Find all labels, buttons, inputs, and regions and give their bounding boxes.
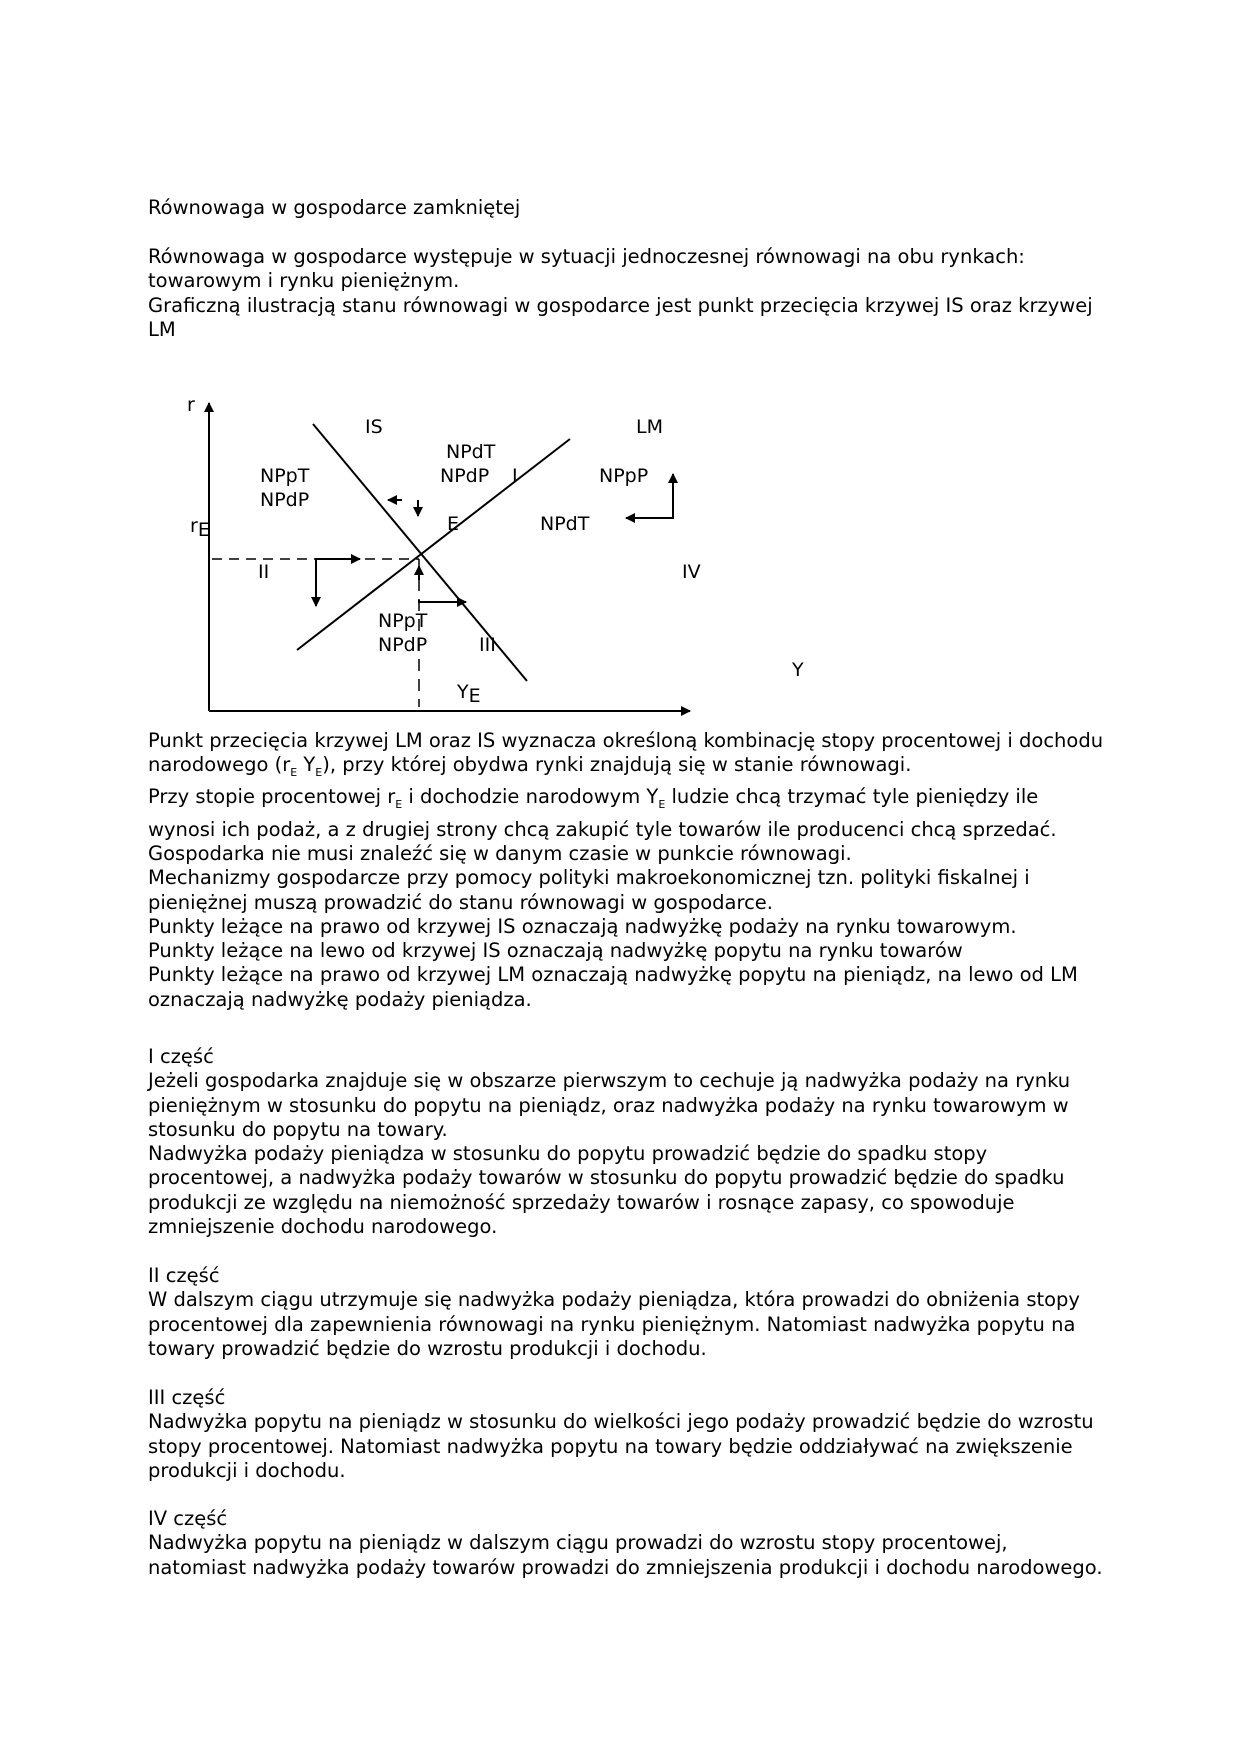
region-right-label-1: NPpP: [599, 465, 649, 487]
region-bottom-label-2: NPdP: [378, 634, 428, 656]
region-left-label-2: NPdP: [260, 489, 310, 511]
part-paragraph: W dalszym ciągu utrzymuje się nadwyżka podaży pieniądza, która prowadzi do obniżenia stopy procentowej dla zapewnienia równowagi na rynku pieniężnym. Natomiast nadwyżka popytu na towary prowadzić będzie do wzrostu produkcji i dochodu.: [148, 1288, 1080, 1360]
region-left-label-1: NPpT: [260, 465, 310, 487]
part-heading: I część: [148, 1045, 214, 1068]
region-2-label: II: [258, 561, 270, 583]
region-4-label: IV: [682, 561, 701, 583]
explanation-paragraph: Mechanizmy gospodarcze przy pomocy polityki makroekonomicznej tzn. polityki fiskalnej i pieniężnej muszą prowadzić do stanu równowagi w gospodarce.: [148, 866, 1030, 914]
part-section: [148, 1507, 1108, 1580]
intro-paragraph: Graficzną ilustracją stanu równowagi w gospodarce jest punkt przecięcia krzywej IS oraz krzywej LM: [148, 293, 1093, 341]
part-heading: II część: [148, 1264, 220, 1287]
equilibrium-point-label: E: [447, 513, 460, 535]
part-section: [148, 1264, 1108, 1361]
part-heading: IV część: [148, 1507, 228, 1530]
explanation-paragraph: Gospodarka nie musi znaleźć się w danym czasie w punkcie równowagi.: [148, 841, 852, 865]
ye-label: YE: [457, 681, 481, 707]
part-paragraph: Nadwyżka popytu na pieniądz w dalszym ciągu prowadzi do wzrostu stopy procentowej, natomiast nadwyżka podaży towarów prowadzi do zmniejszenia produkcji i dochodu narodowego.: [148, 1531, 1103, 1579]
explanation-paragraph: Punkty leżące na prawo od krzywej IS oznaczają nadwyżkę podaży na rynku towarowym.: [148, 914, 1017, 938]
region-3-label: III: [479, 634, 496, 656]
region-right-label-2: NPdT: [540, 513, 590, 535]
lm-label: LM: [636, 416, 663, 438]
arrow-elbow: [316, 559, 352, 600]
region-top-label-1: NPdT: [446, 441, 496, 463]
explanation-paragraph: Przy stopie procentowej $r_E$ i dochodzie narodowym $Y_E$ ludzie chcą trzymać tyle pieniędzy ile wynosi ich podaż, a z drugiej strony chcą zakupić tyle towarów ile producenci chcą sprzedać.: [148, 785, 1057, 841]
region-1-label: I: [512, 465, 518, 487]
part-paragraph: Jeżeli gospodarka znajduje się w obszarze pierwszym to cechuje ją nadwyżka podaży na rynku pieniężnym w stosunku do popytu na pieniądz, oraz nadwyżka podaży na rynku towarowym w stosunku do popytu na towary.: [148, 1069, 1071, 1141]
part-paragraph: Nadwyżka podaży pieniądza w stosunku do popytu prowadzić będzie do spadku stopy procentowej, a nadwyżka podaży towarów w stosunku do popytu prowadzić będzie do spadku produkcji ze względu na niemożność sprzedaży towarów i rosnące zapasy, co spowoduje zmniejszenie dochodu narodowego.: [148, 1142, 1065, 1239]
region-top-label-2: NPdP: [440, 465, 490, 487]
lm-curve: [297, 439, 570, 650]
is-lm-diagram: [0, 0, 1240, 760]
part-section: [148, 1045, 1108, 1239]
part-heading: III część: [148, 1386, 226, 1409]
intro-paragraph: Równowaga w gospodarce występuje w sytuacji jednoczesnej równowagi na obu rynkach: towarowym i rynku pieniężnym.: [148, 245, 1025, 293]
part-paragraph: Nadwyżka popytu na pieniądz w stosunku do wielkości jego podaży prowadzić będzie do wzrostu stopy procentowej. Natomiast nadwyżka popytu na towary będzie oddziaływać na zwiększenie produkcji i dochodu.: [148, 1410, 1094, 1482]
explanation-paragraph: Punkty leżące na prawo od krzywej LM oznaczają nadwyżkę popytu na pieniądz, na lewo od LM oznaczają nadwyżkę podaży pieniądza.: [148, 963, 1078, 1011]
part-section: [148, 1386, 1108, 1483]
explanation-paragraph: Punkt przecięcia krzywej LM oraz IS wyznacza określoną kombinację stopy procentowej i dochodu narodowego ($r_E$ $Y_E$), przy której obydwa rynki znajdują się w stanie równowagi.: [148, 729, 1104, 780]
explanation-paragraph: Punkty leżące na lewo od krzywej IS oznaczają nadwyżkę popytu na rynku towarów: [148, 939, 963, 963]
y-axis-label: Y: [792, 659, 804, 681]
is-label: IS: [365, 416, 383, 438]
region-bottom-label-1: NPpT: [378, 610, 428, 632]
re-label: rE: [190, 515, 210, 541]
r-axis-label: r: [187, 394, 195, 416]
document-title: Równowaga w gospodarce zamkniętej: [148, 196, 521, 219]
explanation-section: [148, 729, 1108, 1012]
